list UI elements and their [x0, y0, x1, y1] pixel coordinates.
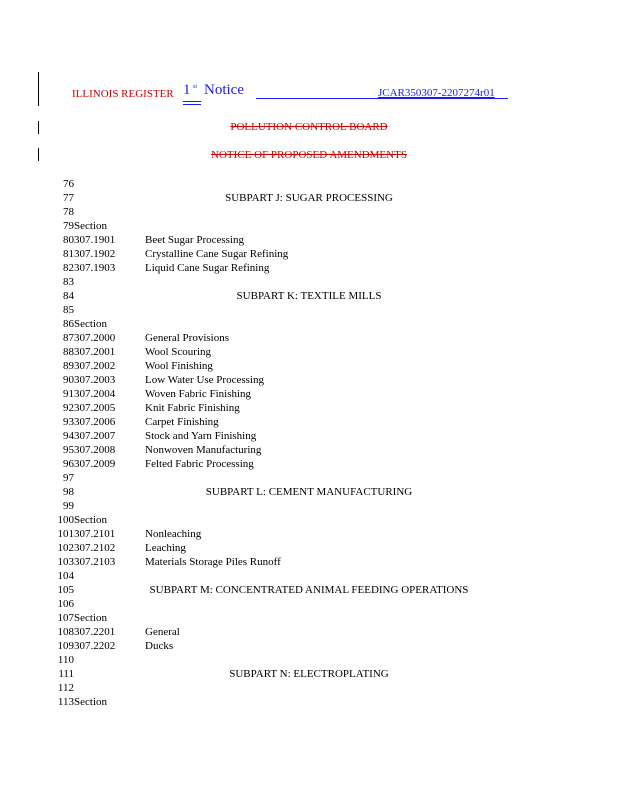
- section-heading: Section: [74, 696, 107, 708]
- subpart-heading: SUBPART L: CEMENT MANUFACTURING: [205, 486, 413, 498]
- line-number: 101: [57, 528, 74, 540]
- line-number: 77: [63, 192, 74, 204]
- section-title: Knit Fabric Finishing: [145, 402, 240, 414]
- document-line: [0, 555, 618, 569]
- line-number: 80: [63, 234, 74, 246]
- line-number: 82: [63, 262, 74, 274]
- page-header: [0, 80, 618, 110]
- line-number: 96: [63, 458, 74, 470]
- document-line: [0, 499, 618, 513]
- line-number: 105: [57, 584, 74, 596]
- document-line: [0, 471, 618, 485]
- line-number: 95: [63, 444, 74, 456]
- subpart-heading-line: [0, 289, 618, 303]
- line-number: 111: [58, 668, 74, 680]
- section-title: Leaching: [145, 542, 186, 554]
- section-number: 307.1903: [74, 262, 116, 274]
- section-heading: Section: [74, 318, 107, 330]
- document-line: [0, 205, 618, 219]
- header-double-underline: [183, 104, 201, 105]
- section-heading: Section: [74, 514, 107, 526]
- register-title: ILLINOIS REGISTER: [72, 88, 174, 100]
- document-line: [0, 611, 618, 625]
- subpart-heading-line: [0, 667, 618, 681]
- section-number: 307.1901: [74, 234, 116, 246]
- document-line: [0, 373, 618, 387]
- line-number: 85: [63, 304, 74, 316]
- line-number: 93: [63, 416, 74, 428]
- section-number: 307.2004: [74, 388, 116, 400]
- section-title: Woven Fabric Finishing: [145, 388, 252, 400]
- section-title: Wool Scouring: [145, 346, 212, 358]
- line-number: 84: [63, 290, 74, 302]
- section-title: Liquid Cane Sugar Refining: [145, 262, 270, 274]
- section-number: 307.2005: [74, 402, 116, 414]
- notice-type: NOTICE OF PROPOSED AMENDMENTS: [211, 149, 407, 161]
- line-number: 99: [63, 500, 74, 512]
- section-number: 307.2102: [74, 542, 116, 554]
- line-number: 112: [57, 682, 74, 694]
- document-line: [0, 429, 618, 443]
- document-line: [0, 457, 618, 471]
- document-line: [0, 275, 618, 289]
- section-number: 307.1902: [74, 248, 116, 260]
- line-number: 108: [57, 626, 74, 638]
- document-line: [0, 569, 618, 583]
- line-number: 92: [63, 402, 74, 414]
- header-double-underline: [183, 101, 201, 102]
- document-line: [0, 415, 618, 429]
- line-number: 107: [57, 612, 74, 624]
- section-title: Nonleaching: [145, 528, 202, 540]
- section-title: Stock and Yarn Finishing: [145, 430, 257, 442]
- document-line: [0, 261, 618, 275]
- section-title: Carpet Finishing: [145, 416, 219, 428]
- line-number: 110: [57, 654, 74, 666]
- document-line: [0, 317, 618, 331]
- section-number: 307.2002: [74, 360, 116, 372]
- line-number: 103: [57, 556, 74, 568]
- subpart-heading: SUBPART N: ELECTROPLATING: [229, 668, 389, 680]
- line-number: 94: [63, 430, 74, 442]
- document-line: [0, 653, 618, 667]
- document-line: [0, 331, 618, 345]
- section-number: 307.2001: [74, 346, 116, 358]
- section-title: Felted Fabric Processing: [145, 458, 254, 470]
- document-line: [0, 401, 618, 415]
- section-title: Low Water Use Processing: [145, 374, 264, 386]
- line-number: 113: [57, 696, 74, 708]
- line-number: 97: [63, 472, 74, 484]
- document-line: [0, 247, 618, 261]
- section-title: Materials Storage Piles Runoff: [145, 556, 281, 568]
- line-number: 98: [63, 486, 74, 498]
- section-title: Wool Finishing: [145, 360, 213, 372]
- line-number: 104: [57, 570, 74, 582]
- notice-label: Notice: [204, 82, 244, 98]
- section-title: Crystalline Cane Sugar Refining: [145, 248, 289, 260]
- section-number: 307.2006: [74, 416, 116, 428]
- section-number: 307.2103: [74, 556, 116, 568]
- document-line: [0, 177, 618, 191]
- subpart-heading: SUBPART J: SUGAR PROCESSING: [225, 192, 393, 204]
- document-line: [0, 513, 618, 527]
- document-line: [0, 597, 618, 611]
- document-line: [0, 345, 618, 359]
- subpart-heading-line: [0, 583, 618, 597]
- document-line: [0, 681, 618, 695]
- document-line: [0, 639, 618, 653]
- subpart-heading: SUBPART M: CONCENTRATED ANIMAL FEEDING OPERATIONS: [149, 584, 469, 596]
- subpart-heading-line: [0, 191, 618, 205]
- issue-number: 1: [183, 82, 191, 98]
- jcar-code: JCAR350307-2207274r01: [378, 87, 495, 99]
- line-number: 81: [63, 248, 74, 260]
- section-title: Ducks: [145, 640, 174, 652]
- document-line: [0, 303, 618, 317]
- section-number: 307.2009: [74, 458, 116, 470]
- document-line: [0, 443, 618, 457]
- issue-superscript: st: [193, 84, 198, 90]
- document-line: [0, 541, 618, 555]
- section-number: 307.2003: [74, 374, 116, 386]
- line-number: 87: [63, 332, 74, 344]
- section-title: General: [145, 626, 180, 638]
- line-number: 86: [63, 318, 74, 330]
- line-number: 102: [57, 542, 74, 554]
- section-title: Beet Sugar Processing: [145, 234, 244, 246]
- line-number: 88: [63, 346, 74, 358]
- document-line: [0, 219, 618, 233]
- section-title: Nonwoven Manufacturing: [145, 444, 262, 456]
- section-number: 307.2000: [74, 332, 116, 344]
- section-number: 307.2202: [74, 640, 116, 652]
- section-number: 307.2101: [74, 528, 116, 540]
- agency-name: POLLUTION CONTROL BOARD: [230, 121, 388, 133]
- line-number: 106: [57, 598, 74, 610]
- line-number: 79: [63, 220, 74, 232]
- document-line: [0, 625, 618, 639]
- subpart-heading: SUBPART K: TEXTILE MILLS: [236, 290, 382, 302]
- document-line: [0, 527, 618, 541]
- subpart-heading-line: [0, 485, 618, 499]
- line-number: 83: [63, 276, 74, 288]
- line-number: 76: [63, 178, 74, 190]
- section-number: 307.2008: [74, 444, 116, 456]
- line-number: 100: [57, 514, 74, 526]
- line-number: 78: [63, 206, 74, 218]
- document-line: [0, 359, 618, 373]
- section-heading: Section: [74, 220, 107, 232]
- line-number: 90: [63, 374, 74, 386]
- section-number: 307.2007: [74, 430, 116, 442]
- section-title: General Provisions: [145, 332, 230, 344]
- line-number: 89: [63, 360, 74, 372]
- section-number: 307.2201: [74, 626, 116, 638]
- document-line: [0, 233, 618, 247]
- document-line: [0, 695, 618, 709]
- line-number: 109: [57, 640, 74, 652]
- line-number: 91: [63, 388, 74, 400]
- section-heading: Section: [74, 612, 107, 624]
- document-line: [0, 387, 618, 401]
